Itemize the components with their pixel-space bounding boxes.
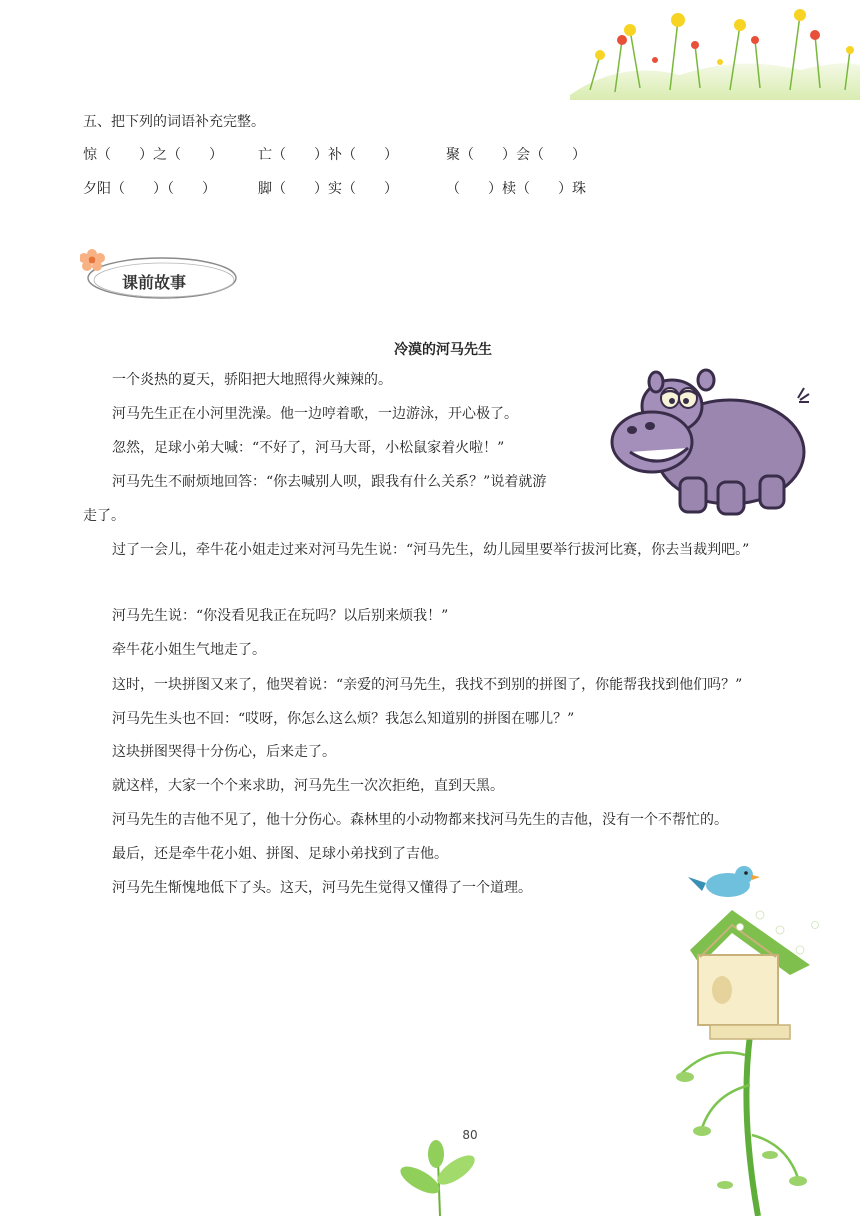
flower-icon [80,249,105,271]
story-paragraph: 河马先生的吉他不见了，他十分伤心。森林里的小动物都来找河马先生的吉他，没有一个不帮忙的。 [112,812,728,828]
section-badge-label: 课前故事 [122,273,187,292]
exercise-title: 五、把下列的词语补充完整。 [83,114,265,130]
story-paragraph: 河马先生惭愧地低下了头。这天，河马先生觉得又懂得了一个道理。 [112,880,532,896]
fill-item-2-1: 夕阳（ ）（ ） [83,181,216,197]
story-paragraph: 牵牛花小姐生气地走了。 [112,642,266,658]
story-paragraph: 过了一会儿，牵牛花小姐走过来对河马先生说：“河马先生，幼儿园里要举行拔河比赛，你去当裁判吧。” [112,542,750,558]
birdhouse-illustration [640,855,840,1216]
bird-icon [688,866,760,897]
story-paragraph: 河马先生正在小河里洗澡。他一边哼着歌，一边游泳，开心极了。 [112,406,518,422]
story-title: 冷漠的河马先生 [394,342,492,358]
fill-item-2-2: 脚（ ）实（ ） [258,181,398,197]
page-number: 80 [462,1128,478,1142]
fill-item-1-1: 惊（ ）之（ ） [83,147,223,163]
story-paragraph: 河马先生不耐烦地回答：“你去喊别人呗，跟我有什么关系？”说着就游 [112,474,547,490]
fill-item-2-3: （ ）椟（ ）珠 [446,181,586,197]
story-paragraph: 就这样，大家一个个来求助，河马先生一次次拒绝，直到天黑。 [112,778,504,794]
story-paragraph: 这块拼图哭得十分伤心，后来走了。 [112,744,336,760]
story-paragraph: 最后，还是牵牛花小姐、拼图、足球小弟找到了吉他。 [112,846,448,862]
fill-item-1-2: 亡（ ）补（ ） [258,147,398,163]
fill-item-1-3: 聚（ ）会（ ） [446,147,586,163]
leaves-illustration [390,1140,490,1216]
story-paragraph: 一个炎热的夏天，骄阳把大地照得火辣辣的。 [112,372,392,388]
story-paragraph: 河马先生说：“你没看见我正在玩吗？以后别来烦我！” [112,608,449,624]
story-paragraph: 河马先生头也不回：“哎呀，你怎么这么烦？我怎么知道别的拼图在哪儿？” [112,711,575,727]
flower-meadow-illustration [560,0,860,100]
story-paragraph: 这时，一块拼图又来了，他哭着说：“亲爱的河马先生，我找不到别的拼图了，你能帮我找到他们吗？” [112,677,743,693]
story-paragraph: 走了。 [83,508,125,524]
story-paragraph: 忽然，足球小弟大喊：“不好了，河马大哥，小松鼠家着火啦！” [112,440,505,456]
hippo-illustration [610,368,810,520]
